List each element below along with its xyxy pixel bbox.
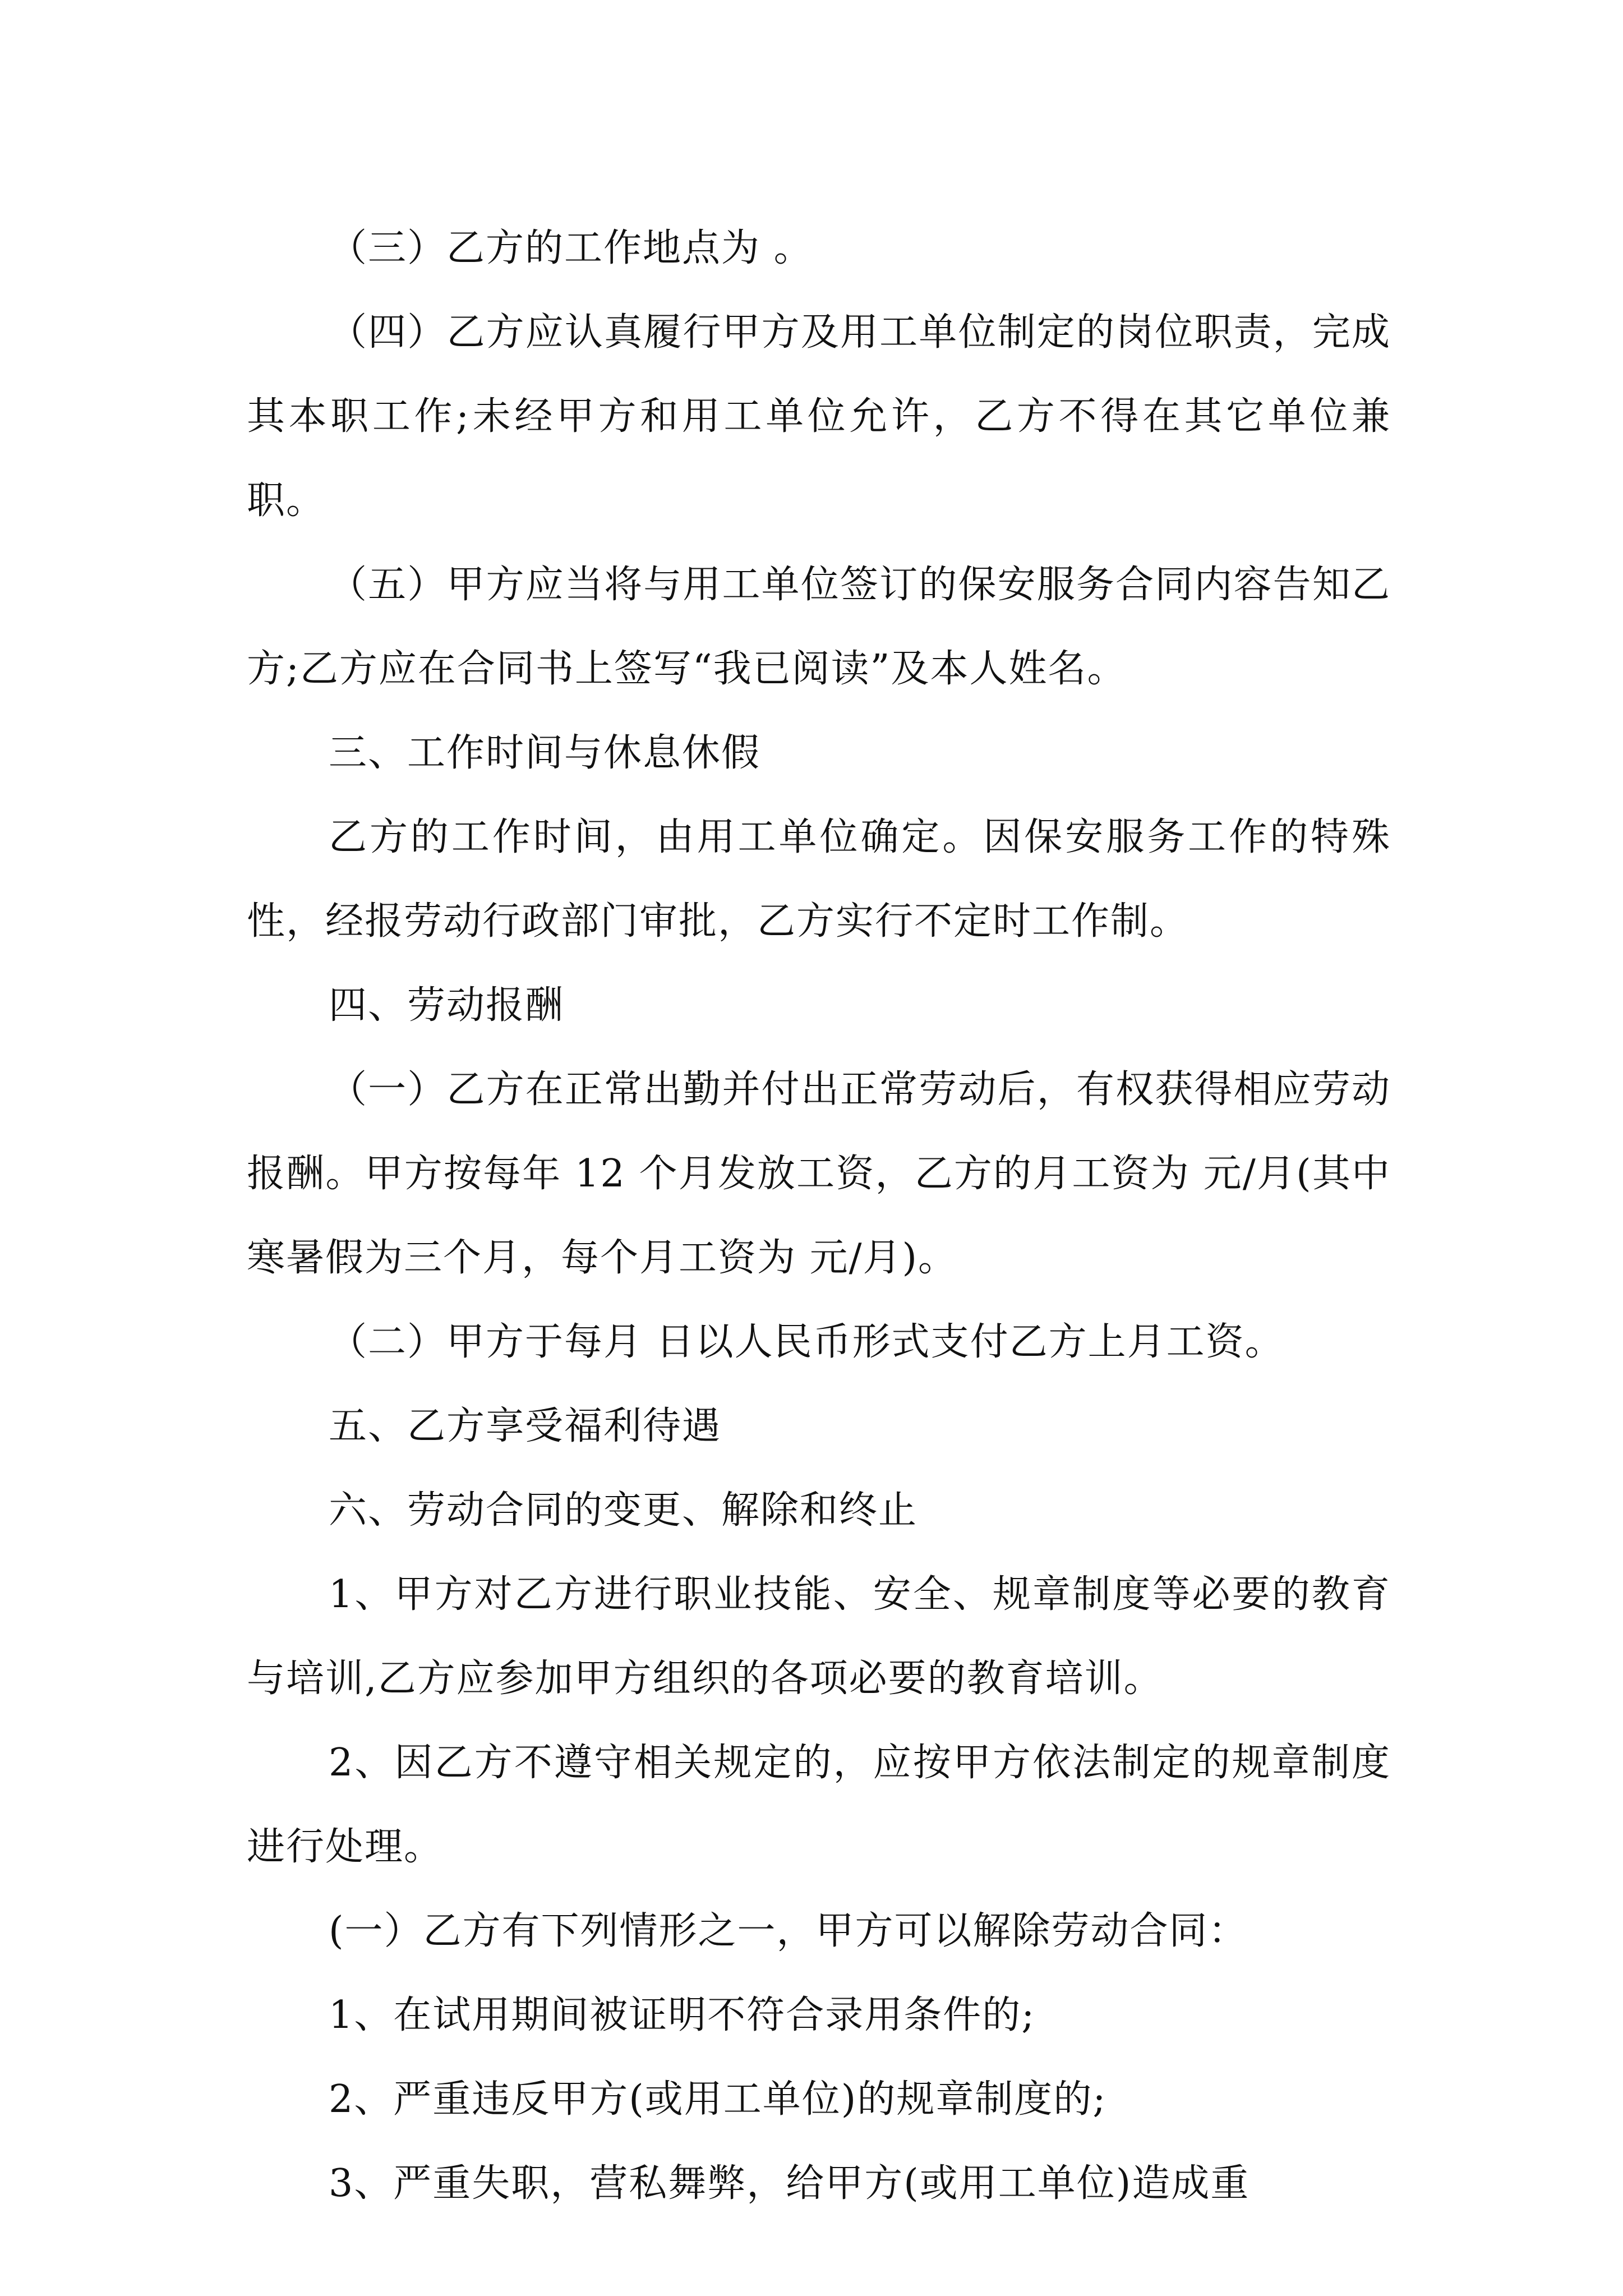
paragraph-monthly-salary: （一）乙方在正常出勤并付出正常劳动后，有权获得相应劳动报酬。甲方按每年 12 个月发放工资，乙方的月工资为 元/月(其中寒暑假为三个月，每个月工资为 元/月)。: [247, 1068, 1391, 1280]
paragraph-rule-violations: 2、因乙方不遵守相关规定的，应按甲方依法制定的规章制度进行处理。: [247, 1741, 1391, 1869]
paragraph-payday: （二）甲方于每月 日以人民币形式支付乙方上月工资。: [329, 1320, 1284, 1364]
paragraph-job-duties: （四）乙方应认真履行甲方及用工单位制定的岗位职责，完成其本职工作;未经甲方和用工单位允许，乙方不得在其它单位兼职。: [247, 310, 1391, 523]
heading-benefits: 五、乙方享受福利待遇: [329, 1404, 722, 1448]
list-item-serious-violation: 2、严重违反甲方(或用工单位)的规章制度的;: [329, 2077, 1107, 2122]
document-body: [247, 206, 1391, 2226]
paragraph-contract-notice: （五）甲方应当将与用工单位签订的保安服务合同内容告知乙方;乙方应在合同书上签写“我已阅读”及本人姓名。: [247, 563, 1391, 691]
paragraph-work-location: （三）乙方的工作地点为 。: [329, 226, 813, 270]
paragraph-work-hours: 乙方的工作时间，由用工单位确定。因保安服务工作的特殊性，经报劳动行政部门审批，乙方实行不定时工作制。: [247, 815, 1391, 944]
list-item-probation: 1、在试用期间被证明不符合录用条件的;: [329, 1993, 1036, 2037]
paragraph-termination-intro: (一）乙方有下列情形之一，甲方可以解除劳动合同：: [329, 1909, 1248, 1953]
heading-work-hours: 三、工作时间与休息休假: [329, 731, 761, 775]
list-item-dereliction: 3、严重失职，营私舞弊，给甲方(或用工单位)造成重: [329, 2161, 1250, 2206]
heading-remuneration: 四、劳动报酬: [329, 983, 565, 1028]
paragraph-training: 1、甲方对乙方进行职业技能、安全、规章制度等必要的教育与培训,乙方应参加甲方组织的各项必要的教育培训。: [247, 1572, 1391, 1701]
heading-contract-changes: 六、劳动合同的变更、解除和终止: [329, 1488, 918, 1533]
